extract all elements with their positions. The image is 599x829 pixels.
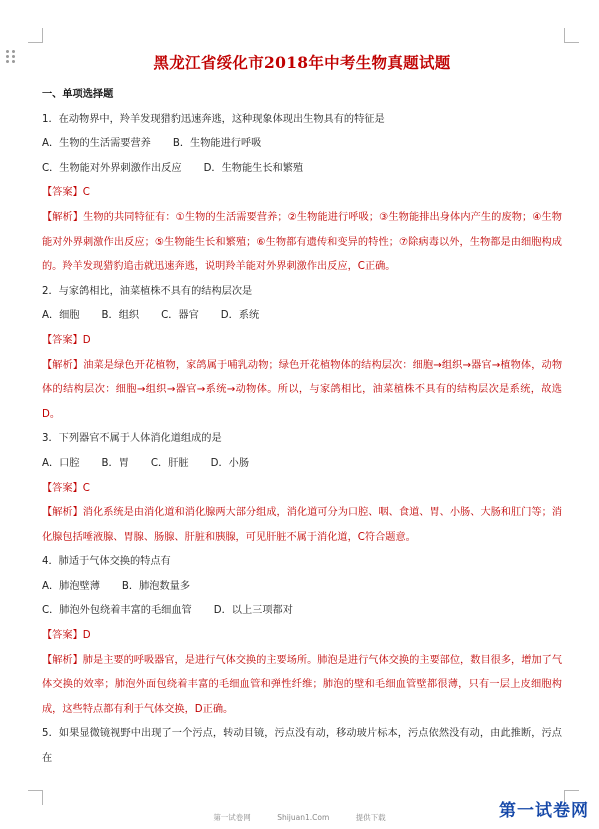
analysis-tag: 【解析】 <box>42 507 83 519</box>
page-corner-mark <box>28 790 43 805</box>
analysis-tag: 【解析】 <box>42 359 84 371</box>
section-heading: 一、单项选择题 <box>42 89 114 100</box>
analysis-paragraph <box>42 501 562 550</box>
answer-line <box>42 477 562 502</box>
option: A．口腔 <box>42 457 80 469</box>
footer-site-url[interactable]: Shijuan1.Com <box>277 813 330 822</box>
option: D．小肠 <box>210 457 250 469</box>
option: C．肺泡外包绕着丰富的毛细血管 <box>42 605 192 617</box>
answer-tag: 【答案】 <box>42 630 83 642</box>
option: D．生物能生长和繁殖 <box>203 162 304 174</box>
question-stem: 2．与家鸽相比，油菜植株不具有的结构层次是 <box>42 285 253 297</box>
answer-tag: 【答案】 <box>42 482 83 494</box>
footer-site-name: 第一试卷网 <box>213 813 251 822</box>
option: C．肝脏 <box>150 457 189 469</box>
analysis-text: 生物的共同特征有：①生物的生活需要营养；②生物能进行呼吸；③生物能排出身体内产生的废物；④生物能对外界刺激作出反应；⑤生物能生长和繁殖；⑥生物都有遗传和变异的特性；⑦除病毒以外，生物都是由细胞构成的。羚羊发现猎豹追击就迅速奔逃，说明羚羊能对外界刺激作出反应，C正确。 <box>42 211 562 273</box>
question-stem: 5．如果显微镜视野中出现了一个污点，转动目镜，污点没有动，移动玻片标本，污点依然没有动，由此推断，污点在 <box>42 728 562 765</box>
analysis-text: 消化系统是由消化道和消化腺两大部分组成，消化道可分为口腔、咽、食道、胃、小肠、大肠和肛门等；消化腺包括唾液腺、胃腺、肠腺、肝脏和胰腺，可见肝脏不属于消化道，C符合题意。 <box>42 507 563 543</box>
analysis-text: 肺是主要的呼吸器官，是进行气体交换的主要场所。肺泡是进行气体交换的主要部位，数目很多，增加了气体交换的效率；肺泡外面包绕着丰富的毛细血管和弹性纤维；肺泡的壁和毛细血管壁都很薄，只有一层上皮细胞构成，这些特点都有利于气体交换，D正确。 <box>42 654 563 715</box>
analysis-text: 油菜是绿色开花植物，家鸽属于哺乳动物；绿色开花植物体的结构层次：细胞→组织→器官→植物体，动物体的结构层次：细胞→组织→器官→系统→动物体。所以，与家鸽相比，油菜植株不具有的结构层次是系统，故选D。 <box>42 359 563 420</box>
answer-line <box>42 329 562 354</box>
answer-value: C <box>82 482 90 494</box>
option: D．系统 <box>220 310 260 322</box>
option: B．肺泡数量多 <box>121 580 191 592</box>
option: B．组织 <box>101 310 140 322</box>
answer-line <box>42 624 562 649</box>
footer-download-note: 提供下载 <box>355 813 386 822</box>
analysis-tag: 【解析】 <box>42 654 83 666</box>
question-stem: 1．在动物界中，羚羊发现猎豹迅速奔逃，这种现象体现出生物具有的特征是 <box>42 113 385 125</box>
answer-tag: 【答案】 <box>42 334 83 346</box>
options-row <box>42 304 562 329</box>
options-row <box>42 157 562 182</box>
document-page <box>42 40 562 772</box>
analysis-paragraph <box>42 206 562 280</box>
question-stem: 4．肺适于气体交换的特点有 <box>42 556 171 568</box>
options-row <box>42 452 562 477</box>
drag-handle-icon[interactable] <box>6 50 16 63</box>
options-row <box>42 575 562 600</box>
answer-value: C <box>82 187 90 199</box>
option: D．以上三项都对 <box>213 605 293 617</box>
options-row <box>42 132 562 157</box>
page-corner-mark <box>564 28 579 43</box>
option: B．胃 <box>101 457 129 469</box>
option: A．细胞 <box>42 310 80 322</box>
option: C．器官 <box>161 310 199 322</box>
options-row <box>42 599 562 624</box>
answer-value: D <box>82 630 91 642</box>
option: C．生物能对外界刺激作出反应 <box>42 162 182 174</box>
analysis-paragraph <box>42 354 562 428</box>
page-title: 黑龙江省绥化市2018年中考生物真题试题 <box>153 53 451 72</box>
option: B．生物能进行呼吸 <box>172 138 262 150</box>
answer-value: D <box>82 334 91 346</box>
option: A．生物的生活需要营养 <box>42 138 151 150</box>
answer-line <box>42 181 562 206</box>
answer-tag: 【答案】 <box>42 187 83 199</box>
analysis-tag: 【解析】 <box>42 211 84 223</box>
site-logo: 第一试卷网 <box>499 801 589 821</box>
page-corner-mark <box>28 28 43 43</box>
option: A．肺泡壁薄 <box>42 580 100 592</box>
question-stem: 3．下列器官不属于人体消化道组成的是 <box>42 433 222 445</box>
analysis-paragraph <box>42 649 562 723</box>
